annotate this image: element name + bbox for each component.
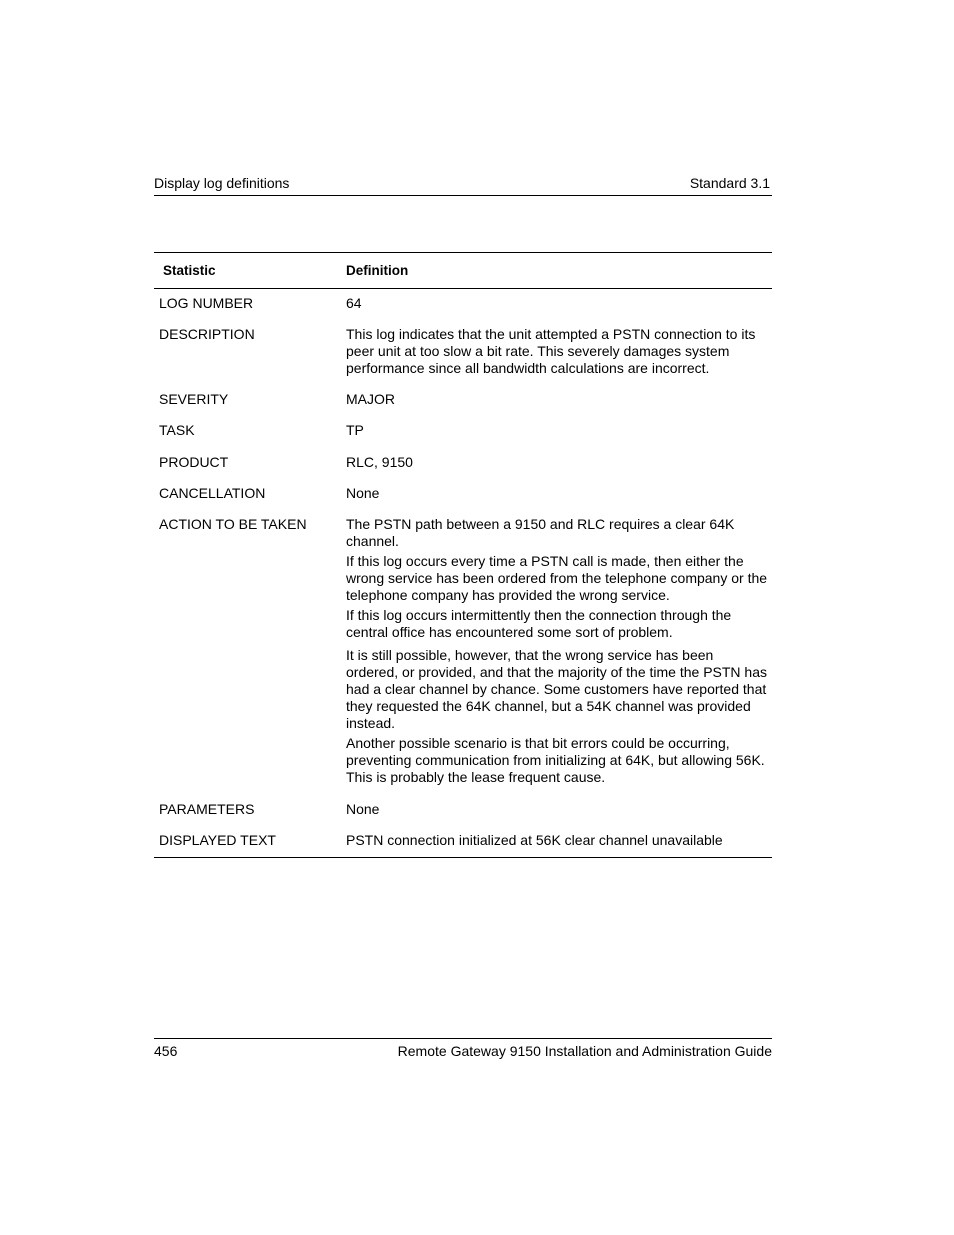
- statistic-label: SEVERITY: [159, 391, 229, 407]
- statistic-label: LOG NUMBER: [159, 295, 254, 311]
- header-standard-version: Standard 3.1: [689, 175, 770, 191]
- table-row-cancellation: [154, 478, 772, 509]
- header-section-title: Display log definitions: [154, 175, 290, 191]
- statistic-label: DESCRIPTION: [159, 326, 255, 342]
- table-row-action-to-be-taken: [154, 509, 772, 793]
- table-row-severity: [154, 384, 772, 415]
- statistic-label: PRODUCT: [159, 454, 229, 470]
- statistic-label: TASK: [159, 422, 195, 438]
- definition-value: RLC, 9150: [346, 454, 413, 470]
- definition-value: None: [346, 801, 380, 817]
- table-row-description: [154, 319, 772, 384]
- page-number: 456: [154, 1043, 178, 1059]
- table-row-displayed-text: [154, 825, 772, 858]
- action-paragraph: Another possible scenario is that bit errors could be occurring, preventing communication from initializing at 64K, but allowing 56K. This is probably the lease frequent cause.: [346, 735, 765, 785]
- definition-value: PSTN connection initialized at 56K clear channel unavailable: [341, 825, 772, 858]
- document-title: Remote Gateway 9150 Installation and Administration Guide: [397, 1043, 772, 1059]
- statistic-label: PARAMETERS: [159, 801, 255, 817]
- page-header: [154, 174, 772, 196]
- page-footer: [154, 1038, 772, 1061]
- definition-value: [341, 509, 772, 793]
- definition-value: TP: [346, 422, 364, 438]
- table-row-parameters: [154, 793, 772, 825]
- definition-value: 64: [346, 295, 362, 311]
- table-row-task: [154, 415, 772, 447]
- log-definition-table: [154, 252, 772, 858]
- statistic-label: CANCELLATION: [159, 485, 266, 501]
- statistic-label: ACTION TO BE TAKEN: [159, 516, 307, 532]
- column-header-definition: Definition: [341, 253, 772, 289]
- table-row-log-number: [154, 289, 772, 320]
- action-paragraph: If this log occurs intermittently then the connection through the central office has encountered some sort of problem.: [346, 607, 732, 640]
- action-paragraph: It is still possible, however, that the wrong service has been ordered, or provided, and that the majority of the time the PSTN has had a clear channel by chance. Some customers have reported that they requested the 64K channel, but a 54K channel was provided instead.: [346, 647, 767, 731]
- definition-value: None: [346, 485, 380, 501]
- action-paragraph: The PSTN path between a 9150 and RLC requires a clear 64K channel.: [346, 516, 735, 549]
- statistic-label: DISPLAYED TEXT: [154, 825, 341, 858]
- table-row-product: [154, 447, 772, 478]
- table-header-row: [154, 253, 772, 289]
- column-header-statistic: Statistic: [154, 253, 341, 289]
- definition-value: MAJOR: [346, 391, 395, 407]
- action-paragraph: If this log occurs every time a PSTN call is made, then either the wrong service has been ordered from the telephone company or the telephone company has provided the wrong service.: [346, 553, 768, 603]
- definition-value: This log indicates that the unit attempted a PSTN connection to its peer unit at too slow a bit rate. This severely damages system performance since all bandwidth calculations are incorrect.: [346, 326, 756, 376]
